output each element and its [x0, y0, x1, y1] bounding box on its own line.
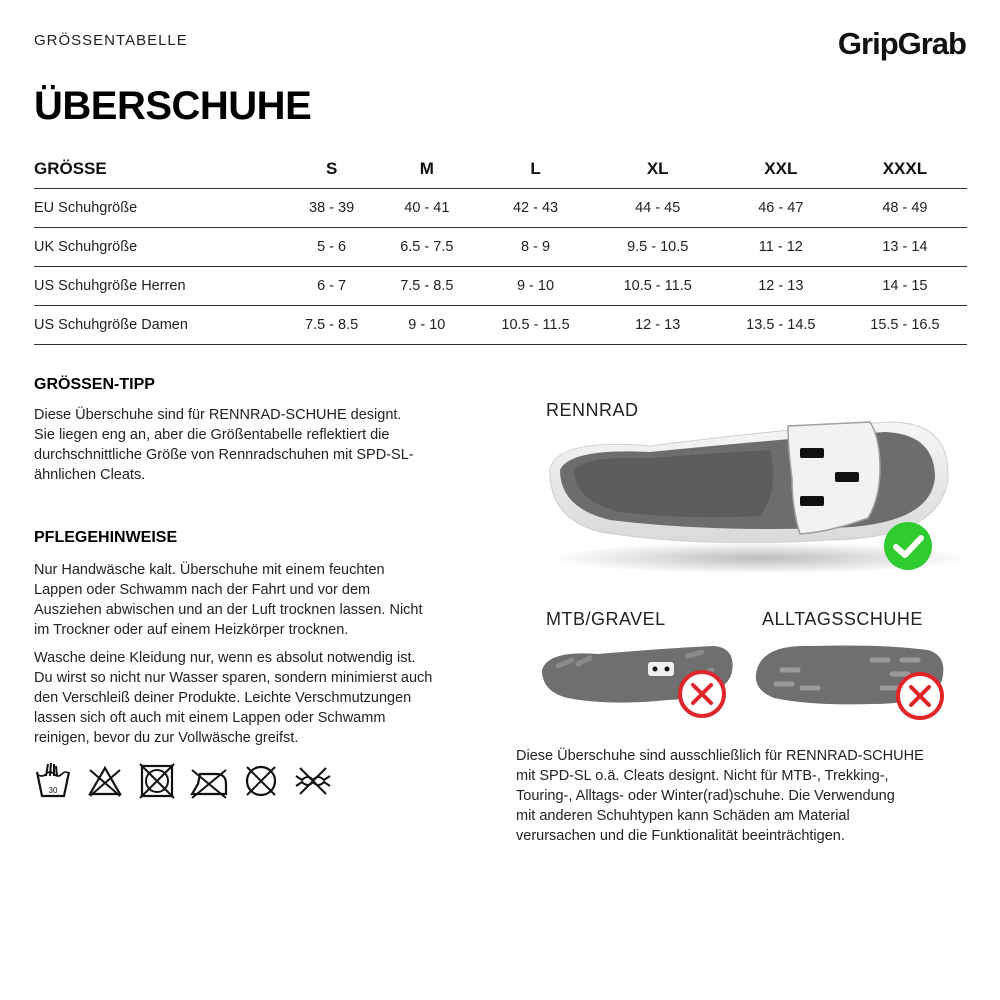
text-line: Ausziehen abwischen und an der Luft trocknen lassen. Nicht [34, 602, 423, 618]
text-line: Diese Überschuhe sind ausschließlich für RENNRAD-SCHUHE [516, 748, 924, 764]
text-line: Diese Überschuhe sind für RENNRAD-SCHUHE designt. [34, 407, 402, 423]
table-cell: 10.5 - 11.5 [597, 266, 719, 305]
table-cell: 6.5 - 7.5 [379, 227, 474, 266]
table-cell: 14 - 15 [843, 266, 967, 305]
brand-logo: GripGrab [837, 26, 966, 61]
size-tip-text [34, 405, 494, 485]
text-line: mit anderen Schuhtypen kann Schäden am Material [516, 808, 850, 824]
care-heading: PFLEGEHINWEISE [34, 529, 178, 546]
row-label: US Schuhgröße Damen [34, 305, 284, 344]
size-table [34, 150, 967, 345]
column-header: XXL [719, 150, 843, 188]
no-wring-icon [294, 760, 332, 802]
row-label: UK Schuhgröße [34, 227, 284, 266]
column-header: S [284, 150, 379, 188]
table-cell: 9 - 10 [379, 305, 474, 344]
compatible-check-icon [882, 520, 934, 572]
text-line: Du wirst so nicht nur Wasser sparen, sondern minimierst auch [34, 670, 433, 686]
table-row [34, 266, 967, 305]
table-cell: 38 - 39 [284, 188, 379, 227]
table-row [34, 227, 967, 266]
table-cell: 46 - 47 [719, 188, 843, 227]
column-header: L [474, 150, 596, 188]
text-line: lassen sich oft auch mit einem Lappen oder Schwamm [34, 710, 386, 726]
text-line: Touring-, Alltags- oder Winter(rad)schuhe. Die Verwendung [516, 788, 895, 804]
care-text-1 [34, 560, 494, 640]
page-eyebrow: GRÖSSENTABELLE [34, 32, 188, 49]
text-line: durchschnittliche Größe von Rennradschuhen mit SPD-SL- [34, 447, 414, 463]
text-line: Wasche deine Kleidung nur, wenn es absolut notwendig ist. [34, 650, 416, 666]
text-line: Lappen oder Schwamm nach der Fahrt und vor dem [34, 582, 371, 598]
table-cell: 12 - 13 [597, 305, 719, 344]
casual-not-compatible-icon [894, 670, 946, 722]
column-header: XXXL [843, 150, 967, 188]
column-header: M [379, 150, 474, 188]
hand-wash-30-icon [34, 760, 72, 802]
no-tumble-dry-icon [138, 760, 176, 802]
no-dry-clean-icon [242, 760, 280, 802]
table-cell: 10.5 - 11.5 [474, 305, 596, 344]
table-cell: 9.5 - 10.5 [597, 227, 719, 266]
column-header: XL [597, 150, 719, 188]
table-cell: 13.5 - 14.5 [719, 305, 843, 344]
care-symbols [34, 760, 332, 802]
table-cell: 12 - 13 [719, 266, 843, 305]
table-cell: 11 - 12 [719, 227, 843, 266]
no-iron-icon [190, 760, 228, 802]
row-label: EU Schuhgröße [34, 188, 284, 227]
row-label: US Schuhgröße Herren [34, 266, 284, 305]
column-header: GRÖSSE [34, 150, 284, 188]
text-line: Nur Handwäsche kalt. Überschuhe mit einem feuchten [34, 562, 385, 578]
table-cell: 13 - 14 [843, 227, 967, 266]
mtb-shoe-label: MTB/GRAVEL [546, 609, 666, 629]
text-line: reinigen, bevor du zur Vollwäsche greifst. [34, 730, 299, 746]
table-cell: 8 - 9 [474, 227, 596, 266]
casual-shoe-label: ALLTAGSSCHUHE [762, 609, 923, 629]
mtb-not-compatible-icon [676, 668, 728, 720]
wash-temperature: 30 [48, 786, 58, 795]
text-line: Sie liegen eng an, aber die Größentabelle reflektiert die [34, 427, 390, 443]
table-cell: 40 - 41 [379, 188, 474, 227]
table-cell: 48 - 49 [843, 188, 967, 227]
text-line: verursachen und die Funktionalität beeinträchtigen. [516, 828, 845, 844]
table-cell: 7.5 - 8.5 [284, 305, 379, 344]
care-text-2 [34, 648, 494, 748]
table-cell: 44 - 45 [597, 188, 719, 227]
text-line: den Verschleiß deiner Produkte. Leichte Verschmutzungen [34, 690, 412, 706]
table-cell: 5 - 6 [284, 227, 379, 266]
page-title: ÜBERSCHUHE [34, 84, 312, 128]
table-cell: 42 - 43 [474, 188, 596, 227]
table-row [34, 305, 967, 344]
size-tip-heading: GRÖSSEN-TIPP [34, 376, 155, 393]
no-bleach-icon [86, 760, 124, 802]
table-header-row [34, 150, 967, 188]
text-line: mit SPD-SL o.ä. Cleats designt. Nicht für MTB-, Trekking-, [516, 768, 889, 784]
text-line: im Trockner oder auf einem Heizkörper trocknen. [34, 622, 349, 638]
table-cell: 6 - 7 [284, 266, 379, 305]
table-cell: 15.5 - 16.5 [843, 305, 967, 344]
table-cell: 9 - 10 [474, 266, 596, 305]
table-cell: 7.5 - 8.5 [379, 266, 474, 305]
text-line: ähnlichen Cleats. [34, 467, 146, 483]
table-row [34, 188, 967, 227]
road-shoe-label: RENNRAD [546, 400, 639, 420]
compatibility-disclaimer [516, 746, 966, 846]
